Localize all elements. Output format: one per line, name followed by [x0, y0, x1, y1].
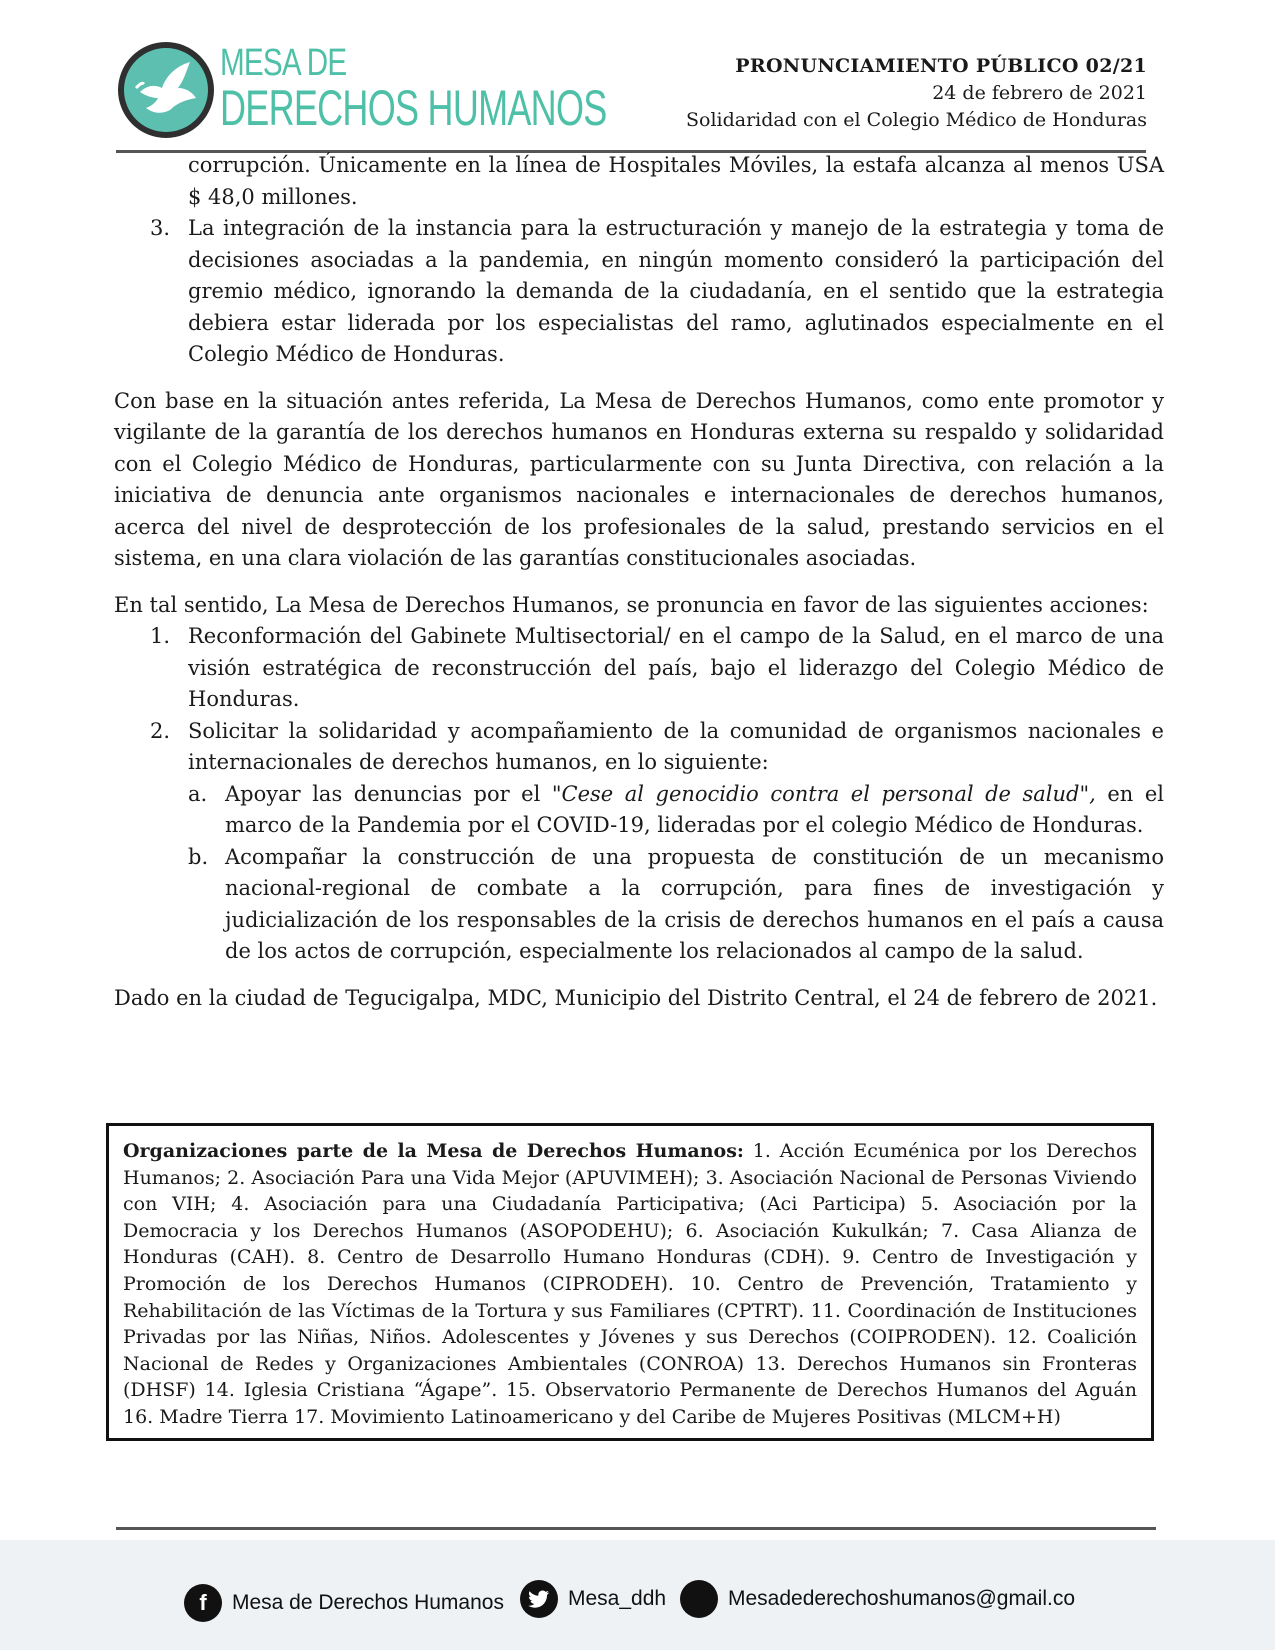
footer-divider: [116, 1527, 1156, 1530]
sub-list: [188, 779, 1164, 968]
organizations-list: 1. Acción Ecuménica por los Derechos Humanos; 2. Asociación Para una Vida Mejor (APUVIMEH); 3. Asociación Nacional de Personas Viviendo con VIH; 4. Asociación para una Ciudadanía Participativa; (Aci Participa) 5. Asociación por la Democracia y los Derechos Humanos (ASOPODEHU); 6. Asociación Kukulkán; 7. Casa Alianza de Honduras (CAH). 8. Centro de Desarrollo Humano Honduras (CDH). 9. Centro de Investigación y Promoción de los Derechos Humanos (CIPRODEH). 10. Centro de Prevención, Tratamiento y Rehabilitación de las Víctimas de la Tortura y sus Familiares (CPTRT). 11. Coordinación de Instituciones Privadas por las Niñas, Niños. Adolescentes y Jóvenes y sus Derechos (COIPRODEN). 12. Coalición Nacional de Redes y Organizaciones Ambientales (CONROA) 13. Derechos Humanos sin Fronteras (DHSF) 14. Iglesia Cristiana “Ágape”. 15. Observatorio Permanente de Derechos Humanos del Aguán 16. Madre Tierra 17. Movimiento Latinoamericano y del Caribe de Mujeres Positivas (MLCM+H): [123, 1140, 1138, 1428]
dove-logo-icon: [118, 42, 214, 138]
numbered-list-top: [114, 213, 1164, 371]
footer: [0, 1540, 1275, 1650]
sub-list-item: [188, 842, 1164, 968]
header-info: [686, 53, 1147, 134]
sub-item-quote: "Cese al genocidio contra el personal de salud",: [551, 781, 1096, 806]
paragraph-intro-actions: En tal sentido, La Mesa de Derechos Humanos, se pronuncia en favor de las siguientes acciones:: [114, 592, 1149, 617]
actions-list: [114, 621, 1164, 968]
document-date: 24 de febrero de 2021: [932, 82, 1147, 104]
sub-item-text-pre: Apoyar las denuncias por el: [225, 781, 552, 806]
list-number: 3.: [150, 216, 171, 240]
sub-list-letter: b.: [188, 844, 209, 869]
email-label: Mesadederechoshumanos@gmail.co: [728, 1587, 1076, 1610]
list-item-text: Solicitar la solidaridad y acompañamiento de la comunidad de organismos nacionales e internacionales de derechos humanos, en lo siguiente:: [188, 718, 1164, 774]
organizations-box: [106, 1123, 1154, 1441]
logo-line2: DERECHOS HUMANOS: [220, 80, 607, 136]
email-icon: [680, 1580, 718, 1618]
facebook-link[interactable]: [184, 1584, 504, 1622]
organizations-heading: Organizaciones parte de la Mesa de Derechos Humanos:: [123, 1140, 744, 1162]
closing-line: Dado en la ciudad de Tegucigalpa, MDC, Municipio del Distrito Central, el 24 de febrero de 2021.: [114, 985, 1158, 1010]
facebook-icon: f: [184, 1584, 222, 1622]
sub-item-text-post: en el marco de la Pandemia por el COVID-19, lideradas por el colegio Médico de Honduras.: [225, 781, 1164, 837]
logo-line1: MESA DE: [220, 42, 347, 84]
list-item: [114, 213, 1164, 371]
twitter-icon: [520, 1580, 558, 1618]
list-item-text: La integración de la instancia para la estructuración y manejo de la estrategia y toma de decisiones asociadas a la pandemia, en ningún momento consideró la participación del gremio médico, ignorando la demanda de la ciudadanía, en el sentido que la estrategia debiera estar liderada por los especialistas del ramo, aglutinados especialmente en el Colegio Médico de Honduras.: [188, 216, 1164, 366]
document-header: [0, 0, 1275, 160]
document-body: [114, 150, 1164, 1014]
continued-list-item: corrupción. Únicamente en la línea de Hospitales Móviles, la estafa alcanza al menos USA $ 48,0 millones.: [188, 153, 1164, 209]
twitter-label: Mesa_ddh: [568, 1587, 667, 1610]
document-subtitle: Solidaridad con el Colegio Médico de Honduras: [686, 109, 1147, 131]
paragraph-solidarity: Con base en la situación antes referida, La Mesa de Derechos Humanos, como ente promotor y vigilante de la garantía de los derechos humanos en Honduras externa su respaldo y solidaridad con el Colegio Médico de Honduras, particularmente con su Junta Directiva, con relación a la iniciativa de denuncia ante organismos nacionales e internacionales de derechos humanos, acerca del nivel de desprotección de los profesionales de la salud, prestando servicios en el sistema, en una clara violación de las garantías constitucionales asociadas.: [114, 388, 1164, 570]
logo: [118, 42, 607, 142]
list-item-text: Reconformación del Gabinete Multisectorial/ en el campo de la Salud, en el marco de una visión estratégica de reconstrucción del país, bajo el liderazgo del Colegio Médico de Honduras.: [188, 624, 1164, 711]
list-number: 2.: [150, 718, 171, 743]
twitter-link[interactable]: [520, 1580, 666, 1618]
list-number: 1.: [150, 624, 171, 648]
document-title: PRONUNCIAMIENTO PÚBLICO 02/21: [735, 55, 1147, 77]
logo-text: [220, 42, 757, 136]
sub-item-text: Acompañar la construcción de una propuesta de constitución de un mecanismo nacional-regional de combate a la corrupción, para fines de investigación y judicialización de los responsables de la crisis de derechos humanos en el país a causa de los actos de corrupción, especialmente los relacionados al campo de la salud.: [225, 844, 1164, 963]
sub-list-item: [188, 779, 1164, 842]
list-item: [114, 621, 1164, 716]
email-link[interactable]: [680, 1580, 1075, 1618]
sub-list-letter: a.: [188, 781, 208, 806]
list-item: [114, 716, 1164, 968]
facebook-label: Mesa de Derechos Humanos: [232, 1591, 504, 1614]
